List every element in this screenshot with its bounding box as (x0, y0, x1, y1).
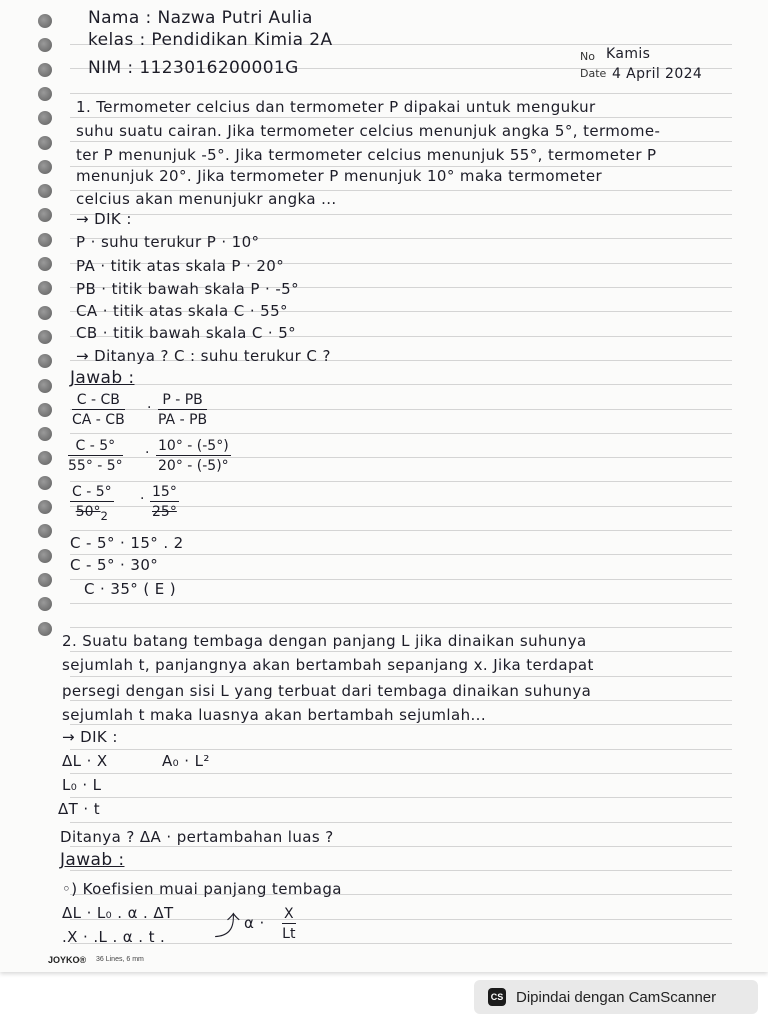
ruled-line (70, 822, 732, 823)
binder-hole (38, 403, 52, 417)
q1-line-2: suhu suatu cairan. Jika termometer celcius menunjuk angka 5°, termome- (76, 122, 661, 140)
binder-hole (38, 549, 52, 563)
no-value: Kamis (606, 46, 651, 62)
binder-hole (38, 524, 52, 538)
fraction-numerator: 15° (152, 484, 177, 500)
q2-line-1: 2. Suatu batang tembaga dengan panjang L jika dinaikan suhunya (62, 632, 587, 650)
binder-hole (38, 111, 52, 125)
q2-dik-1: ΔL · X (62, 752, 108, 770)
ruled-line (70, 384, 732, 385)
binder-hole (38, 476, 52, 490)
camscanner-icon: CS (488, 988, 506, 1006)
q1-line-4: menunjuk 20°. Jika termometer P menunjuk 10° maka termometer (76, 167, 603, 185)
q2-jawab: Jawab : (60, 850, 125, 870)
binder-hole (38, 208, 52, 222)
q1-fraction-2-left (68, 438, 123, 474)
cancelled-value: 50° (75, 504, 101, 520)
binder-hole (38, 573, 52, 587)
q2-line-4: sejumlah t maka luasnya akan bertambah sejumlah... (62, 706, 486, 724)
ruled-line (70, 433, 732, 434)
binder-hole (38, 500, 52, 514)
q1-dik-5: CB · titik bawah skala C · 5° (76, 324, 297, 342)
binder-hole (38, 38, 52, 52)
notebook-line-spec: 36 Lines, 6 mm (96, 956, 144, 963)
fraction-numerator: X (284, 906, 294, 922)
q1-line-5: celcius akan menunjukr angka ... (76, 190, 337, 208)
fraction-denominator: 55° - 5° (68, 458, 123, 474)
q1-fraction-1-left (72, 392, 125, 428)
ruled-line (70, 943, 732, 944)
q2-eq-1: ΔL · L₀ . α . ΔT (62, 904, 174, 922)
student-name: Nama : Nazwa Putri Aulia (88, 8, 313, 28)
curved-arrow-icon: ⤴ (214, 912, 241, 942)
q1-line-3: ter P menunjuk -5°. Jika termometer celcius menunjuk 55°, termometer P (76, 146, 657, 164)
q2-dik-label: → DIK : (62, 728, 118, 746)
binder-hole (38, 281, 52, 295)
q1-fraction-3-right (150, 484, 179, 520)
fraction-numerator: 10° - (-5°) (158, 438, 229, 454)
q2-eq-2: .X · .L . α . t . (62, 928, 166, 946)
ruled-line (70, 627, 732, 628)
camscanner-watermark (474, 980, 758, 1014)
q2-ditanya: Ditanya ? ΔA · pertambahan luas ? (60, 828, 334, 846)
fraction-denominator (70, 502, 114, 523)
ruled-line (70, 481, 732, 482)
binder-hole (38, 379, 52, 393)
ruled-line (70, 530, 732, 531)
q2-alpha-fraction (282, 906, 296, 942)
reduced-value: 2 (100, 508, 108, 523)
binder-hole (38, 63, 52, 77)
binder-hole (38, 306, 52, 320)
binder-hole (38, 257, 52, 271)
equals-dot: · (140, 491, 145, 507)
binder-hole (38, 184, 52, 198)
binder-hole (38, 597, 52, 611)
ruled-line (70, 773, 732, 774)
binder-hole (38, 427, 52, 441)
q1-fraction-2-right (156, 438, 231, 474)
ruled-line (70, 93, 732, 94)
q1-fraction-1-right (158, 392, 207, 428)
q2-line-3: persegi dengan sisi L yang terbuat dari tembaga dinaikan suhunya (62, 682, 592, 700)
binder-hole (38, 87, 52, 101)
ruled-line (70, 700, 732, 701)
q1-fraction-3-left (70, 484, 114, 523)
binder-hole (38, 136, 52, 150)
q2-alpha: α · (244, 914, 265, 932)
student-nim: NIM : 1123016200001G (88, 58, 299, 78)
date-label: Date (580, 67, 607, 80)
date-value: 4 April 2024 (612, 66, 703, 82)
ruled-line (70, 724, 732, 725)
student-class: kelas : Pendidikan Kimia 2A (88, 30, 333, 50)
q1-ditanya: → Ditanya ? C : suhu terukur C ? (76, 347, 331, 365)
q2-line-2: sejumlah t, panjangnya akan bertambah sepanjang x. Jika terdapat (62, 656, 594, 674)
equals-dot: · (145, 445, 150, 461)
binder-hole (38, 233, 52, 247)
ruled-line (70, 214, 732, 215)
ruled-line (70, 676, 732, 677)
fraction-numerator: C - 5° (68, 438, 123, 456)
ruled-line (70, 651, 732, 652)
ruled-line (70, 749, 732, 750)
q1-dik-1: P · suhu terukur P · 10° (76, 233, 260, 251)
q1-jawab: Jawab : (70, 368, 135, 388)
q2-dik-3: ΔT · t (58, 800, 101, 818)
binder-hole (38, 354, 52, 368)
fraction-numerator: P - PB (158, 392, 207, 410)
q1-step-1: C - 5° · 15° . 2 (70, 534, 184, 552)
ruled-line (70, 117, 732, 118)
fraction-denominator: PA - PB (158, 412, 208, 428)
q2-dik-2: L₀ · L (62, 776, 102, 794)
q2-dik-1b: A₀ · L² (162, 752, 210, 770)
q1-dik-2: PA · titik atas skala P · 20° (76, 257, 285, 275)
q1-step-2: C - 5° · 30° (70, 556, 159, 574)
fraction-denominator: 25° (152, 504, 177, 520)
ruled-line (70, 797, 732, 798)
q2-koefisien: ◦) Koefisien muai panjang tembaga (62, 880, 342, 898)
ruled-line (70, 554, 732, 555)
q1-dik-label: → DIK : (76, 210, 132, 228)
ruled-line (70, 870, 732, 871)
ruled-line (70, 141, 732, 142)
no-label: No (580, 50, 595, 63)
fraction-numerator: C - CB (72, 392, 125, 410)
fraction-denominator: 20° - (-5)° (158, 458, 229, 474)
camscanner-text: Dipindai dengan CamScanner (516, 988, 717, 1006)
notebook-brand: JOYKO® (48, 955, 87, 965)
binder-hole (38, 14, 52, 28)
fraction-denominator: Lt (282, 926, 296, 942)
q1-dik-3: PB · titik bawah skala P · -5° (76, 280, 300, 298)
binder-hole (38, 330, 52, 344)
equals-dot: · (147, 400, 152, 416)
ruled-line (70, 603, 732, 604)
q1-dik-4: CA · titik atas skala C · 55° (76, 302, 288, 320)
binder-hole (38, 451, 52, 465)
fraction-numerator: C - 5° (72, 484, 112, 500)
binder-hole (38, 622, 52, 636)
binder-hole (38, 160, 52, 174)
ruled-line (70, 846, 732, 847)
fraction-denominator: CA - CB (72, 412, 125, 428)
q1-answer: C · 35° ( E ) (84, 580, 177, 598)
q1-line-1: 1. Termometer celcius dan termometer P dipakai untuk mengukur (76, 98, 596, 116)
